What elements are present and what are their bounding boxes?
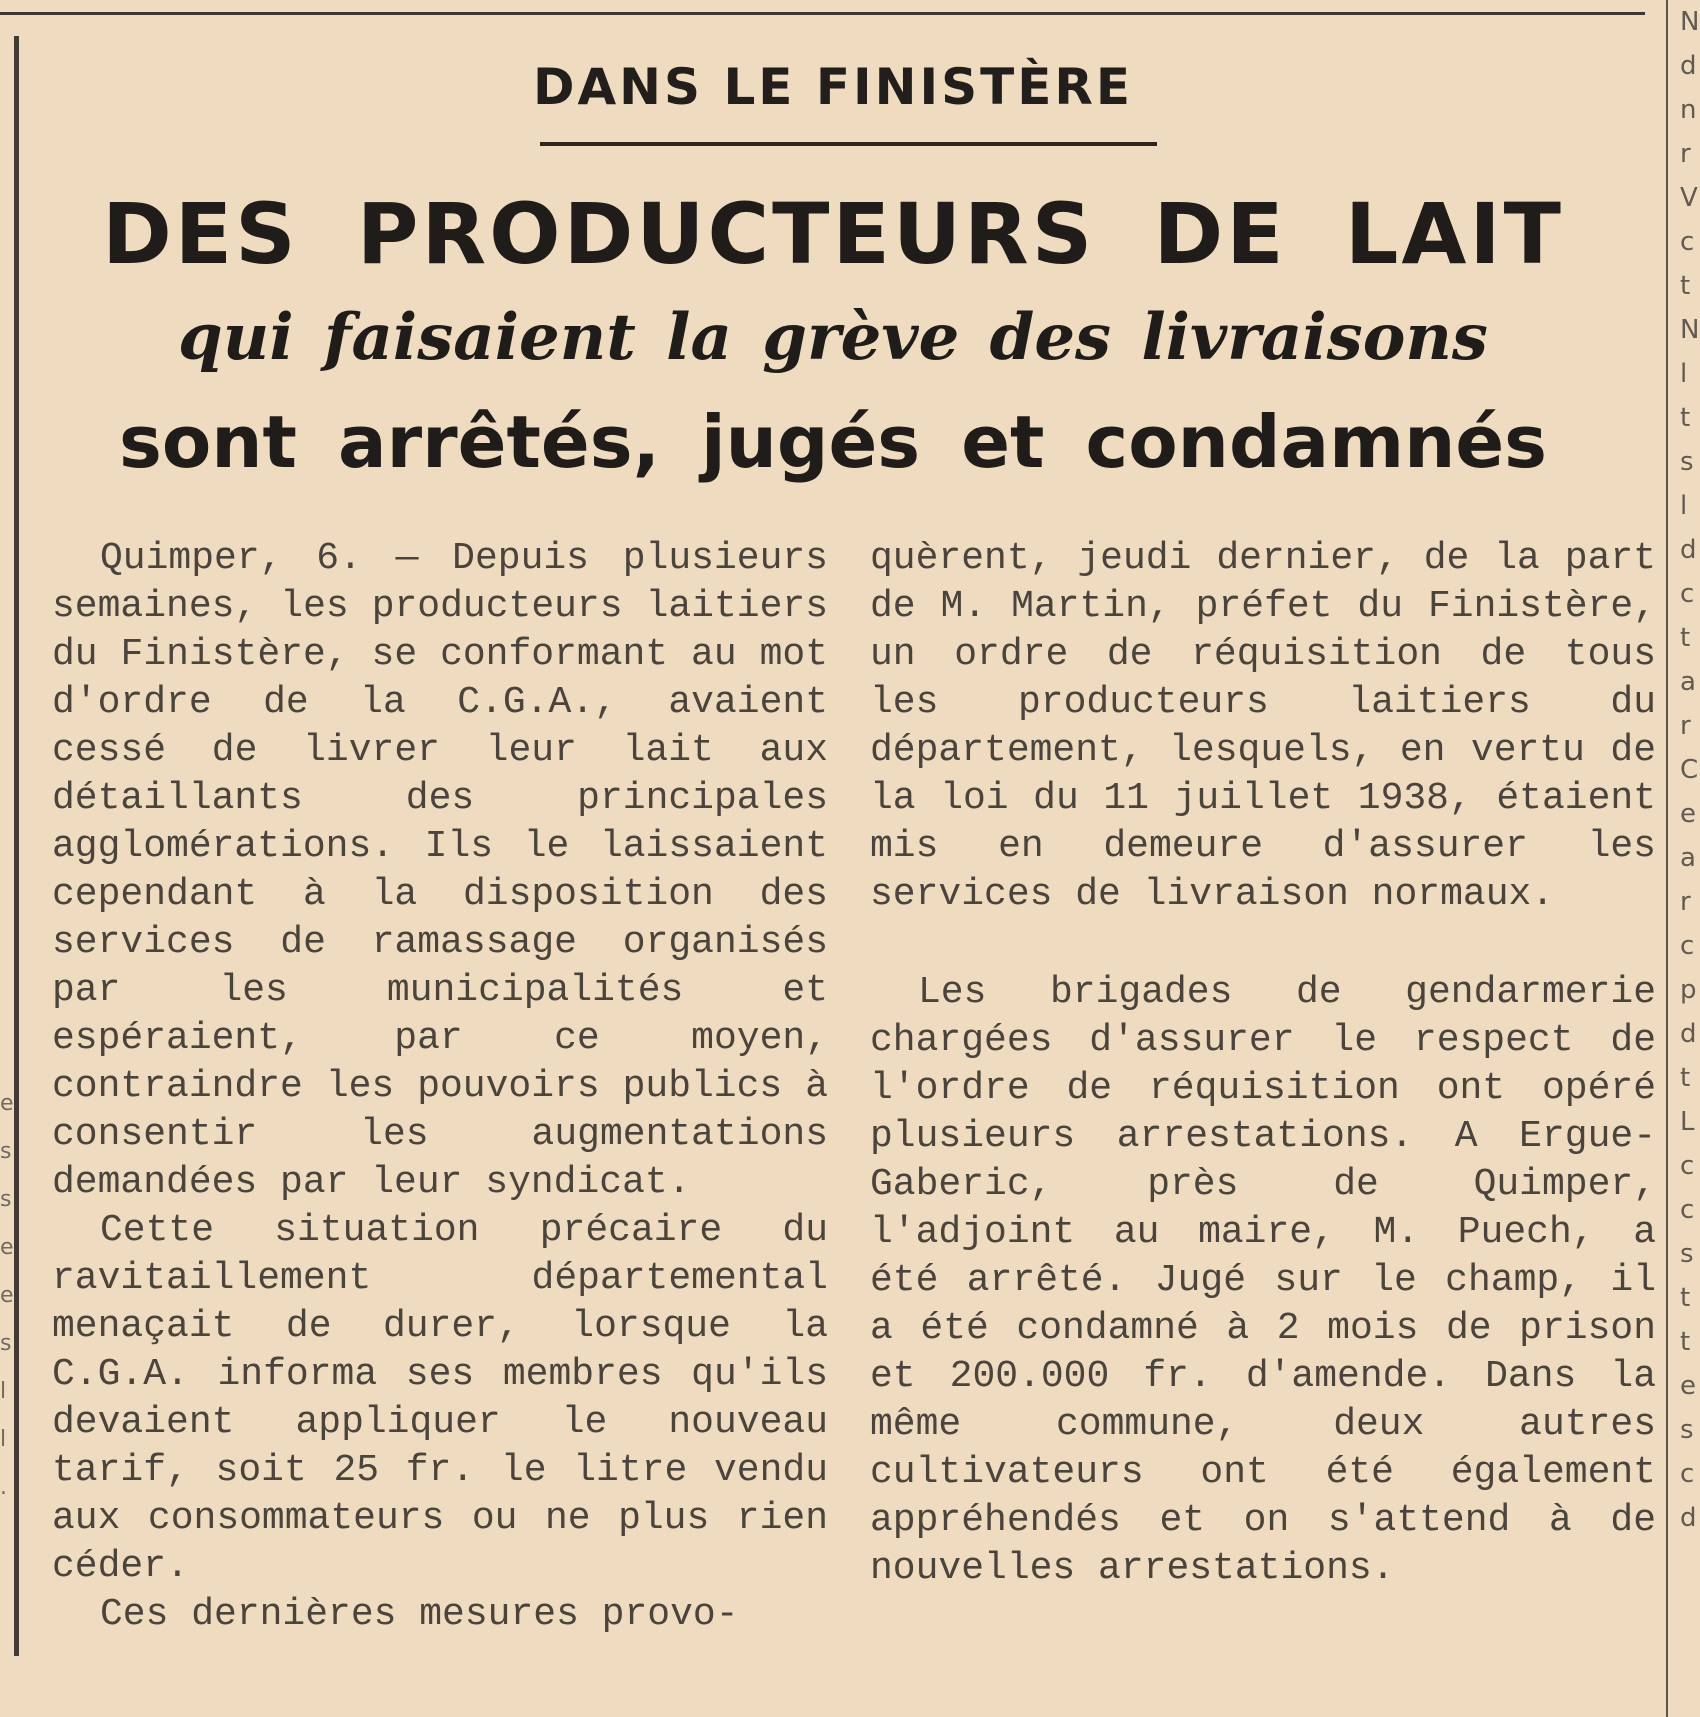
article-column-1: [52, 535, 828, 1639]
fragment-line: a: [1680, 667, 1696, 697]
fragment-line: e: [1680, 799, 1696, 829]
article-paragraph: Les brigades de gendarmerie chargées d'assurer le respect de l'ordre de réquisition ont opéré plusieurs arrestations. A Ergue-Gaberic, près de Quimper, l'adjoint au maire, M. Puech, a été arrêté. Jugé sur le champ, il a été condamné à 2 mois de prison et 200.000 fr. d'amende. Dans la même commune, deux autres cultivateurs ont été également appréhendés et on s'attend à de nouvelles arrestations.: [870, 971, 1656, 1590]
fragment-line: L: [1680, 1107, 1695, 1137]
fragment-line: p: [1680, 975, 1697, 1005]
article-paragraph: Cette situation précaire du ravitaillement départemental menaçait de durer, lorsque la C.G.A. informa ses membres qu'ils devaient appliquer le nouveau tarif, soit 25 fr. le litre vendu aux consommateurs ou ne plus rien céder.: [52, 1209, 828, 1588]
fragment-line: C: [1680, 755, 1699, 785]
adjacent-column-fragment-left: [0, 1080, 14, 1680]
fragment-line: c: [1680, 227, 1695, 257]
fragment-line: r: [1680, 887, 1691, 917]
fragment-line: s: [0, 1331, 12, 1356]
fragment-line: N: [1680, 315, 1700, 345]
fragment-line: t: [1680, 271, 1691, 301]
fragment-line: e: [0, 1235, 14, 1260]
fragment-line: t: [1680, 1283, 1691, 1313]
fragment-line: t: [1680, 1327, 1691, 1357]
section-kicker: DANS LE FINISTÈRE: [532, 58, 1134, 116]
fragment-line: e: [0, 1091, 14, 1116]
fragment-line: d: [1680, 1503, 1697, 1533]
fragment-line: t: [1680, 1063, 1691, 1093]
fragment-line: s: [0, 1187, 12, 1212]
article-paragraph: Ces dernières mesures provo-: [100, 1593, 739, 1636]
fragment-line: c: [1680, 1151, 1695, 1181]
fragment-line: l: [0, 1379, 7, 1404]
fragment-line: c: [1680, 1195, 1695, 1225]
fragment-line: s: [1680, 1239, 1694, 1269]
article-paragraph: Quimper, 6. — Depuis plusieurs semaines, les producteurs laitiers du Finistère, se conformant au mot d'ordre de la C.G.A., avaient cessé de livrer leur lait aux détaillants des principales agglomérations. Ils le laissaient cependant à la disposition des services de ramassage organisés par les municipalités et espéraient, par ce moyen, contraindre les pouvoirs publics à consentir les augmentations demandées par leur syndicat.: [52, 537, 828, 1204]
fragment-line: s: [0, 1139, 12, 1164]
fragment-line: V: [1680, 183, 1698, 213]
fragment-line: N: [1680, 7, 1700, 37]
fragment-line: t: [1680, 403, 1691, 433]
fragment-line: c: [1680, 1459, 1695, 1489]
fragment-line: s: [1680, 1415, 1694, 1445]
article-column-2: [870, 535, 1656, 1593]
right-column-rule: [1666, 0, 1668, 1717]
top-rule: [0, 12, 1645, 15]
fragment-line: s: [1680, 447, 1694, 477]
fragment-line: r: [1680, 139, 1691, 169]
adjacent-column-fragment-right: [1680, 0, 1700, 1717]
fragment-line: c: [1680, 931, 1695, 961]
fragment-line: e: [0, 1283, 14, 1308]
headline: DES PRODUCTEURS DE LAIT: [102, 185, 1564, 283]
fragment-line: l: [1680, 359, 1688, 389]
fragment-line: .: [0, 1475, 7, 1500]
fragment-line: a: [1680, 843, 1696, 873]
fragment-line: d: [1680, 1019, 1697, 1049]
fragment-line: c: [1680, 579, 1695, 609]
subheadline-italic: qui faisaient la grève des livraisons: [178, 300, 1488, 375]
fragment-line: t: [1680, 623, 1691, 653]
fragment-line: l: [0, 1427, 7, 1452]
fragment-line: d: [1680, 535, 1697, 565]
fragment-line: d: [1680, 51, 1697, 81]
kicker-underline: [540, 142, 1157, 146]
article-paragraph: quèrent, jeudi dernier, de la part de M. Martin, préfet du Finistère, un ordre de réquisition de tous les producteurs laitiers du département, lesquels, en vertu de la loi du 11 juillet 1938, étaient mis en demeure d'assurer les services de livraison normaux.: [870, 537, 1656, 916]
fragment-line: e: [1680, 1371, 1696, 1401]
fragment-line: n: [1680, 95, 1697, 125]
fragment-line: r: [1680, 711, 1691, 741]
subheadline: sont arrêtés, jugés et condamnés: [118, 400, 1548, 484]
fragment-line: l: [1680, 491, 1688, 521]
